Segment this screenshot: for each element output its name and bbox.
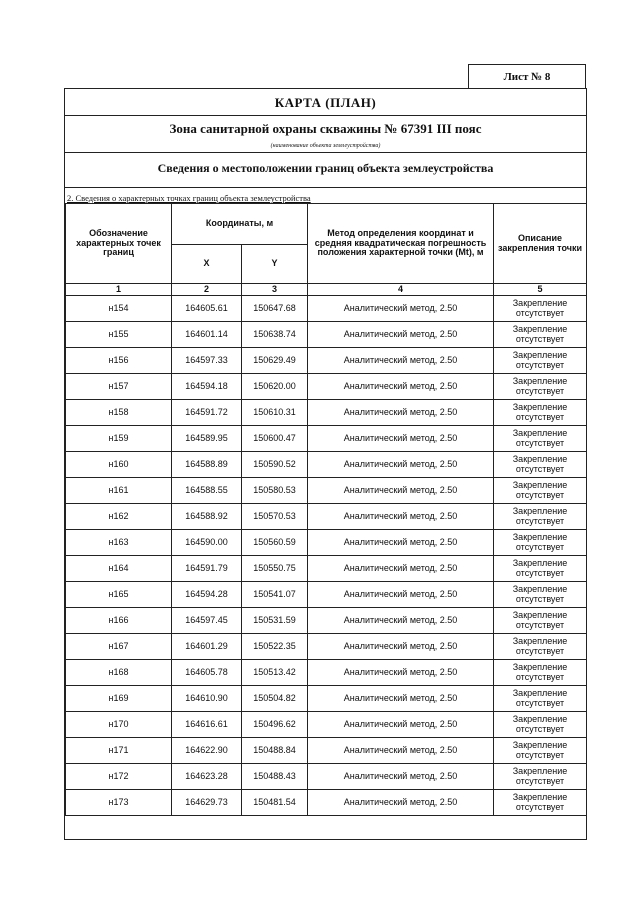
table-row bbox=[66, 738, 587, 764]
point-cell: н172 bbox=[66, 764, 172, 790]
x-cell: 164629.73 bbox=[172, 790, 242, 816]
fixation-cell: Закрепление отсутствует bbox=[494, 686, 587, 712]
fixation-cell: Закрепление отсутствует bbox=[494, 530, 587, 556]
x-cell: 164605.78 bbox=[172, 660, 242, 686]
method-cell: Аналитический метод, 2.50 bbox=[308, 452, 494, 478]
table-row bbox=[66, 504, 587, 530]
table-row bbox=[66, 608, 587, 634]
point-cell: н168 bbox=[66, 660, 172, 686]
method-cell: Аналитический метод, 2.50 bbox=[308, 608, 494, 634]
x-cell: 164610.90 bbox=[172, 686, 242, 712]
y-cell: 150560.59 bbox=[242, 530, 308, 556]
method-cell: Аналитический метод, 2.50 bbox=[308, 426, 494, 452]
table-body bbox=[66, 296, 587, 816]
object-name: Зона санитарной охраны скважины № 67391 III пояс bbox=[169, 121, 482, 136]
y-cell: 150496.62 bbox=[242, 712, 308, 738]
fixation-cell: Закрепление отсутствует bbox=[494, 452, 587, 478]
point-cell: н165 bbox=[66, 582, 172, 608]
fixation-cell: Закрепление отсутствует bbox=[494, 478, 587, 504]
y-cell: 150647.68 bbox=[242, 296, 308, 322]
table-row bbox=[66, 660, 587, 686]
y-cell: 150481.54 bbox=[242, 790, 308, 816]
y-cell: 150541.07 bbox=[242, 582, 308, 608]
table-row bbox=[66, 712, 587, 738]
column-number: 3 bbox=[242, 284, 308, 296]
document-title: КАРТА (ПЛАН) bbox=[274, 95, 377, 110]
method-cell: Аналитический метод, 2.50 bbox=[308, 712, 494, 738]
x-cell: 164594.28 bbox=[172, 582, 242, 608]
method-cell: Аналитический метод, 2.50 bbox=[308, 296, 494, 322]
object-caption: (наименование объекта землеустройства) bbox=[270, 143, 381, 149]
method-cell: Аналитический метод, 2.50 bbox=[308, 634, 494, 660]
header-method: Метод определения координат и средняя квадратическая погрешность положения характерной точки (Mt), м bbox=[308, 204, 494, 284]
fixation-cell: Закрепление отсутствует bbox=[494, 556, 587, 582]
x-cell: 164594.18 bbox=[172, 374, 242, 400]
method-cell: Аналитический метод, 2.50 bbox=[308, 738, 494, 764]
point-cell: н163 bbox=[66, 530, 172, 556]
point-cell: н160 bbox=[66, 452, 172, 478]
method-cell: Аналитический метод, 2.50 bbox=[308, 556, 494, 582]
y-cell: 150580.53 bbox=[242, 478, 308, 504]
fixation-cell: Закрепление отсутствует bbox=[494, 634, 587, 660]
column-number: 5 bbox=[494, 284, 587, 296]
point-cell: н169 bbox=[66, 686, 172, 712]
x-cell: 164597.33 bbox=[172, 348, 242, 374]
x-cell: 164591.72 bbox=[172, 400, 242, 426]
method-cell: Аналитический метод, 2.50 bbox=[308, 582, 494, 608]
fixation-cell: Закрепление отсутствует bbox=[494, 400, 587, 426]
y-cell: 150600.47 bbox=[242, 426, 308, 452]
x-cell: 164622.90 bbox=[172, 738, 242, 764]
point-cell: н158 bbox=[66, 400, 172, 426]
y-cell: 150531.59 bbox=[242, 608, 308, 634]
point-cell: н162 bbox=[66, 504, 172, 530]
header-x: X bbox=[172, 245, 242, 284]
point-cell: н157 bbox=[66, 374, 172, 400]
column-number: 2 bbox=[172, 284, 242, 296]
table-row bbox=[66, 530, 587, 556]
sheet-number: Лист № 8 bbox=[468, 64, 586, 88]
header-y: Y bbox=[242, 245, 308, 284]
table-row bbox=[66, 400, 587, 426]
table-row bbox=[66, 478, 587, 504]
point-cell: н166 bbox=[66, 608, 172, 634]
point-cell: н171 bbox=[66, 738, 172, 764]
x-cell: 164601.29 bbox=[172, 634, 242, 660]
point-cell: н155 bbox=[66, 322, 172, 348]
y-cell: 150513.42 bbox=[242, 660, 308, 686]
fixation-cell: Закрепление отсутствует bbox=[494, 738, 587, 764]
fixation-cell: Закрепление отсутствует bbox=[494, 296, 587, 322]
divider bbox=[65, 152, 586, 153]
divider bbox=[65, 115, 586, 116]
table-row bbox=[66, 790, 587, 816]
point-cell: н173 bbox=[66, 790, 172, 816]
fixation-cell: Закрепление отсутствует bbox=[494, 322, 587, 348]
x-cell: 164589.95 bbox=[172, 426, 242, 452]
point-cell: н170 bbox=[66, 712, 172, 738]
x-cell: 164588.89 bbox=[172, 452, 242, 478]
fixation-cell: Закрепление отсутствует bbox=[494, 582, 587, 608]
method-cell: Аналитический метод, 2.50 bbox=[308, 686, 494, 712]
method-cell: Аналитический метод, 2.50 bbox=[308, 348, 494, 374]
x-cell: 164605.61 bbox=[172, 296, 242, 322]
fixation-cell: Закрепление отсутствует bbox=[494, 660, 587, 686]
table-row bbox=[66, 686, 587, 712]
point-cell: н161 bbox=[66, 478, 172, 504]
x-cell: 164588.92 bbox=[172, 504, 242, 530]
table-row bbox=[66, 296, 587, 322]
point-cell: н164 bbox=[66, 556, 172, 582]
table-row bbox=[66, 348, 587, 374]
x-cell: 164601.14 bbox=[172, 322, 242, 348]
point-cell: н167 bbox=[66, 634, 172, 660]
y-cell: 150522.35 bbox=[242, 634, 308, 660]
fixation-cell: Закрепление отсутствует bbox=[494, 790, 587, 816]
method-cell: Аналитический метод, 2.50 bbox=[308, 322, 494, 348]
method-cell: Аналитический метод, 2.50 bbox=[308, 660, 494, 686]
table-row bbox=[66, 426, 587, 452]
x-cell: 164623.28 bbox=[172, 764, 242, 790]
y-cell: 150488.43 bbox=[242, 764, 308, 790]
fixation-cell: Закрепление отсутствует bbox=[494, 348, 587, 374]
y-cell: 150638.74 bbox=[242, 322, 308, 348]
method-cell: Аналитический метод, 2.50 bbox=[308, 478, 494, 504]
y-cell: 150550.75 bbox=[242, 556, 308, 582]
header-fixation: Описание закрепления точки bbox=[494, 204, 587, 284]
table-row bbox=[66, 556, 587, 582]
method-cell: Аналитический метод, 2.50 bbox=[308, 790, 494, 816]
x-cell: 164616.61 bbox=[172, 712, 242, 738]
fixation-cell: Закрепление отсутствует bbox=[494, 764, 587, 790]
y-cell: 150610.31 bbox=[242, 400, 308, 426]
method-cell: Аналитический метод, 2.50 bbox=[308, 764, 494, 790]
method-cell: Аналитический метод, 2.50 bbox=[308, 504, 494, 530]
fixation-cell: Закрепление отсутствует bbox=[494, 504, 587, 530]
x-cell: 164597.45 bbox=[172, 608, 242, 634]
y-cell: 150504.82 bbox=[242, 686, 308, 712]
column-numbers-row bbox=[66, 284, 587, 296]
x-cell: 164588.55 bbox=[172, 478, 242, 504]
method-cell: Аналитический метод, 2.50 bbox=[308, 400, 494, 426]
fixation-cell: Закрепление отсутствует bbox=[494, 712, 587, 738]
fixation-cell: Закрепление отсутствует bbox=[494, 374, 587, 400]
fixation-cell: Закрепление отсутствует bbox=[494, 426, 587, 452]
points-table bbox=[65, 203, 587, 816]
table-row bbox=[66, 764, 587, 790]
table-row bbox=[66, 452, 587, 478]
y-cell: 150488.84 bbox=[242, 738, 308, 764]
header-coordinates: Координаты, м bbox=[172, 204, 308, 245]
table-row bbox=[66, 582, 587, 608]
point-cell: н154 bbox=[66, 296, 172, 322]
column-number: 4 bbox=[308, 284, 494, 296]
column-number: 1 bbox=[66, 284, 172, 296]
method-cell: Аналитический метод, 2.50 bbox=[308, 374, 494, 400]
x-cell: 164591.79 bbox=[172, 556, 242, 582]
point-cell: н156 bbox=[66, 348, 172, 374]
divider bbox=[65, 187, 586, 188]
method-cell: Аналитический метод, 2.50 bbox=[308, 530, 494, 556]
table-row bbox=[66, 374, 587, 400]
table-row bbox=[66, 634, 587, 660]
document-frame bbox=[64, 88, 587, 840]
y-cell: 150629.49 bbox=[242, 348, 308, 374]
y-cell: 150570.53 bbox=[242, 504, 308, 530]
y-cell: 150620.00 bbox=[242, 374, 308, 400]
x-cell: 164590.00 bbox=[172, 530, 242, 556]
point-cell: н159 bbox=[66, 426, 172, 452]
subsection-title: 2. Сведения о характерных точках границ объекта землеустройства bbox=[67, 193, 311, 203]
fixation-cell: Закрепление отсутствует bbox=[494, 608, 587, 634]
section-title: Сведения о местоположении границ объекта землеустройства bbox=[157, 161, 494, 175]
y-cell: 150590.52 bbox=[242, 452, 308, 478]
header-point: Обозначение характерных точек границ bbox=[66, 204, 172, 284]
table-row bbox=[66, 322, 587, 348]
